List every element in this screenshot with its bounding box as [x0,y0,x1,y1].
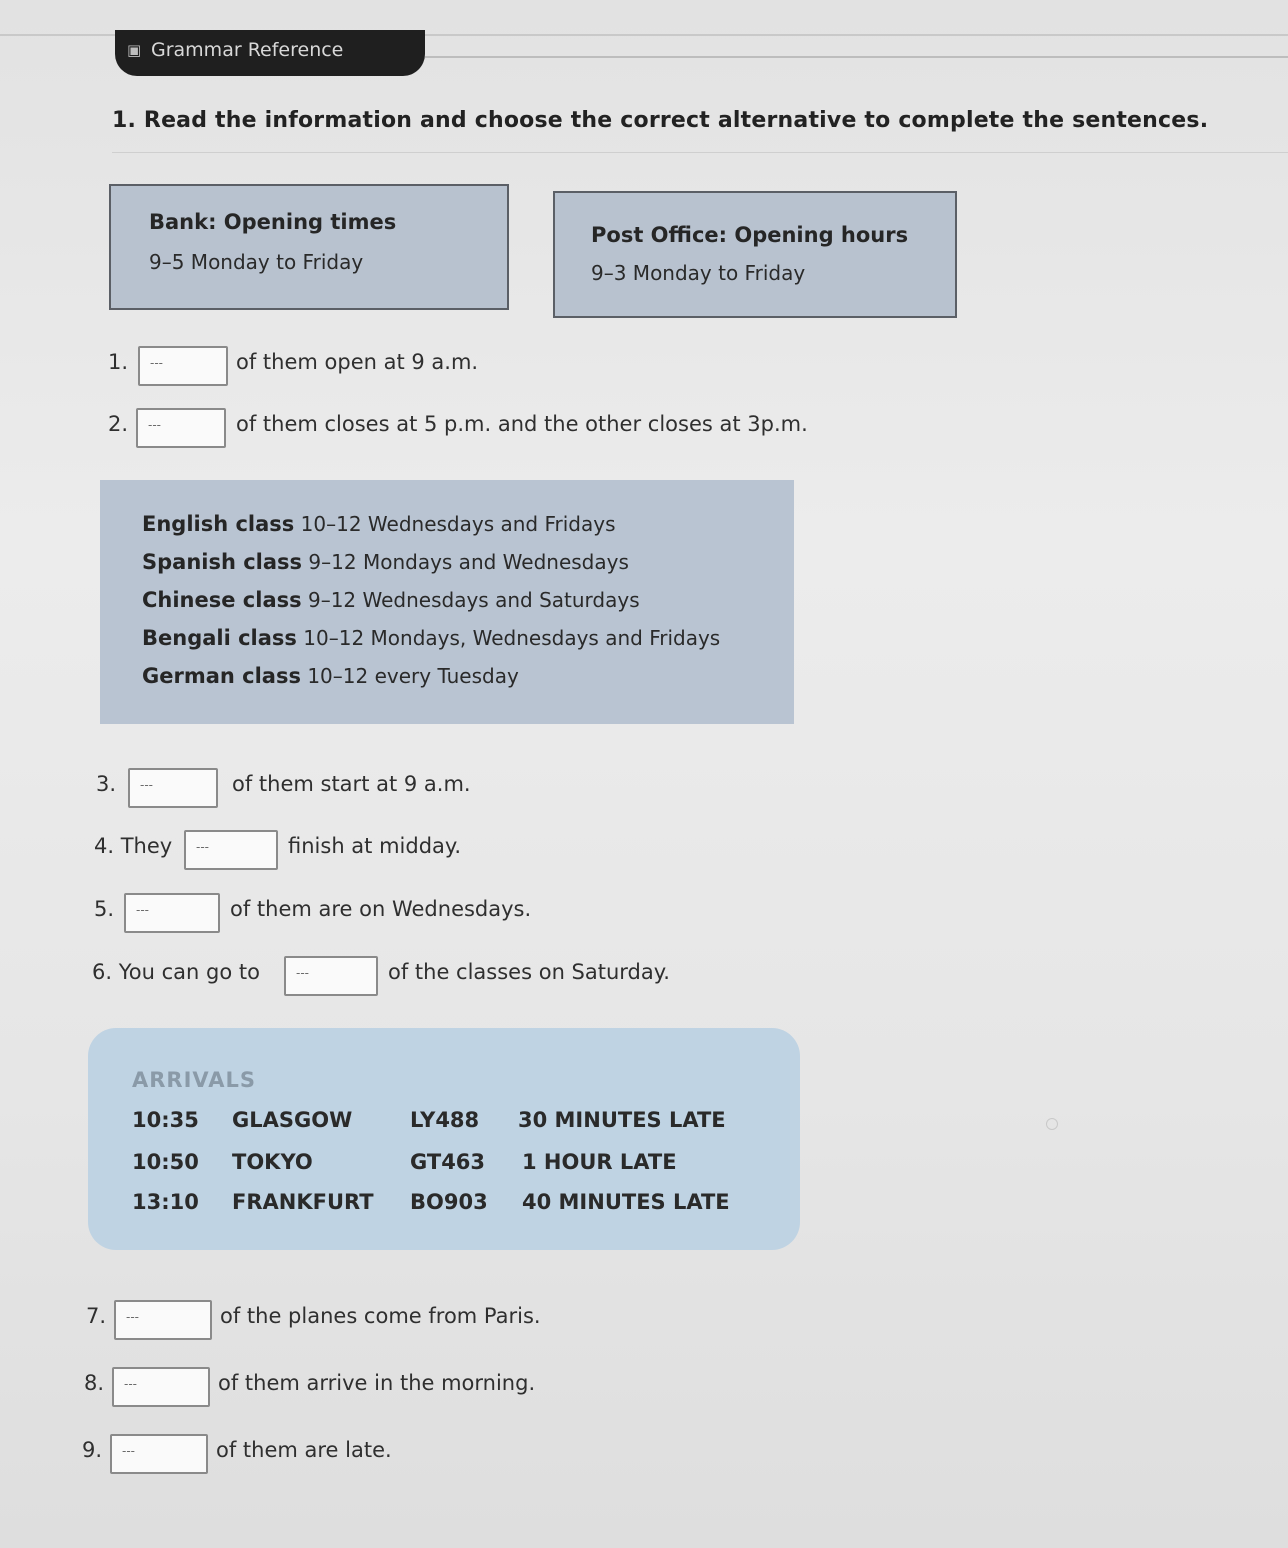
arrival-time: 10:50 [132,1150,199,1174]
question-number: 3. [96,772,117,796]
arrival-time: 13:10 [132,1190,199,1214]
question-3 [96,772,471,796]
question-9 [82,1438,392,1462]
answer-dropdown-5[interactable]: --- [124,893,220,933]
question-number: 9. [82,1438,103,1462]
arrival-time: 10:35 [132,1108,199,1132]
bank-title: Bank: Opening times [149,210,397,234]
question-text: of them are late. [216,1438,392,1462]
instruction-divider [112,152,1288,153]
arrival-city: FRANKFURT [232,1190,374,1214]
arrival-status: 40 MINUTES LATE [522,1190,730,1214]
arrivals-heading: ARRIVALS [132,1068,256,1092]
question-8 [84,1371,536,1395]
question-text: of them are on Wednesdays. [230,897,532,921]
question-text: finish at midday. [288,834,462,858]
grammar-reference-tab[interactable] [115,30,425,76]
answer-dropdown-6[interactable]: --- [284,956,378,996]
question-lead: 4. They [94,834,173,858]
question-4 [94,834,462,858]
answer-dropdown-4[interactable]: --- [184,830,278,870]
class-row-bengali: Bengali class 10–12 Mondays, Wednesdays and Fridays [142,626,721,650]
answer-dropdown-1[interactable]: --- [138,346,228,386]
question-text: of them open at 9 a.m. [236,350,479,374]
answer-dropdown-3[interactable]: --- [128,768,218,808]
question-text: of them arrive in the morning. [218,1371,536,1395]
answer-dropdown-9[interactable]: --- [110,1434,208,1474]
answer-dropdown-7[interactable]: --- [114,1300,212,1340]
scroll-marker-icon [1046,1118,1058,1130]
post-office-info-box [553,191,957,318]
arrival-city: TOKYO [232,1150,313,1174]
arrival-city: GLASGOW [232,1108,353,1132]
question-1 [108,350,479,374]
class-row-spanish: Spanish class 9–12 Mondays and Wednesdays [142,550,629,574]
question-text: of them start at 9 a.m. [232,772,471,796]
question-number: 1. [108,350,129,374]
arrival-flight: GT463 [410,1150,486,1174]
arrival-flight: BO903 [410,1190,488,1214]
language-classes-box [100,480,794,724]
arrival-status: 1 HOUR LATE [522,1150,677,1174]
question-number: 7. [86,1304,107,1328]
question-7 [86,1304,541,1328]
question-6 [92,960,670,984]
arrivals-board [88,1028,800,1250]
question-2 [108,412,808,436]
question-number: 2. [108,412,129,436]
question-number: 8. [84,1371,105,1395]
question-number: 5. [94,897,115,921]
tab-label: Grammar Reference [151,39,344,61]
arrival-flight: LY488 [410,1108,480,1132]
question-text: of them closes at 5 p.m. and the other closes at 3p.m. [236,412,808,436]
post-office-title: Post Office: Opening hours [591,223,909,247]
question-lead: 6. You can go to [92,960,260,984]
question-text: of the classes on Saturday. [388,960,670,984]
bank-hours: 9–5 Monday to Friday [149,250,364,274]
class-row-english: English class 10–12 Wednesdays and Fridays [142,512,616,536]
class-row-chinese: Chinese class 9–12 Wednesdays and Saturdays [142,588,640,612]
answer-dropdown-2[interactable]: --- [136,408,226,448]
class-row-german: German class 10–12 every Tuesday [142,664,519,688]
instruction-text: 1. Read the information and choose the correct alternative to complete the sentences. [112,108,1209,133]
header-rule [425,56,1288,58]
answer-dropdown-8[interactable]: --- [112,1367,210,1407]
question-5 [94,897,532,921]
post-office-hours: 9–3 Monday to Friday [591,261,806,285]
arrival-status: 30 MINUTES LATE [518,1108,726,1132]
bank-info-box [109,184,509,310]
question-text: of the planes come from Paris. [220,1304,541,1328]
book-icon: ▣ [127,41,142,59]
